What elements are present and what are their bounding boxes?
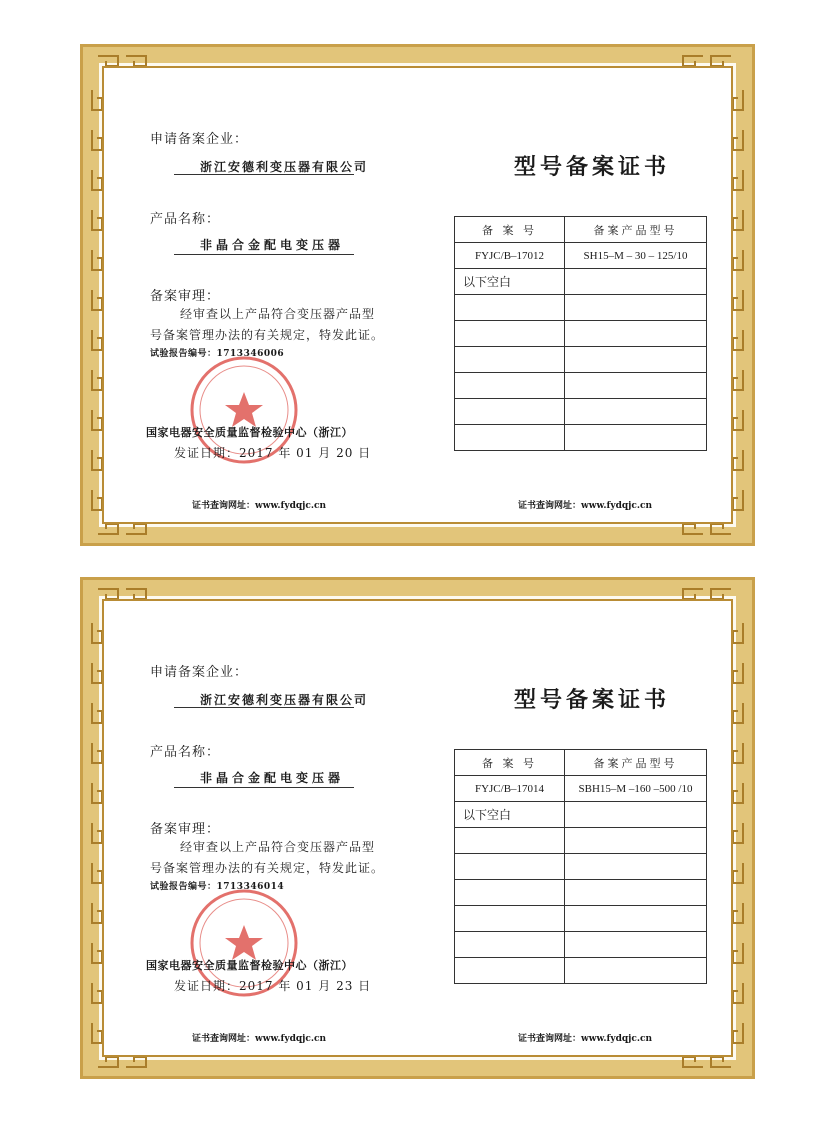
table-cell [565, 828, 707, 854]
table-cell: SBH15–M –160 –500 /10 [565, 776, 707, 802]
table-row [455, 295, 707, 321]
applicant-value: 浙江安德利变压器有限公司 [200, 160, 369, 174]
applicant-underline [174, 174, 354, 175]
certificate-1 [80, 44, 755, 546]
table-cell [565, 880, 707, 906]
review-label: 备案审理： [150, 822, 221, 837]
table-cell [565, 932, 707, 958]
query-site-right: 证书查询网址：www.fydqjc.cn [518, 501, 653, 511]
table-cell [565, 347, 707, 373]
table-row [455, 399, 707, 425]
table-row [455, 347, 707, 373]
certificate-content [104, 601, 731, 1055]
query-site-right: 证书查询网址：www.fydqjc.cn [518, 1034, 653, 1044]
table-cell [565, 802, 707, 828]
applicant-value: 浙江安德利变压器有限公司 [200, 693, 369, 707]
table-cell [455, 932, 565, 958]
product-label: 产品名称： [150, 745, 221, 760]
query-site-left: 证书查询网址：www.fydqjc.cn [192, 1034, 327, 1044]
table-row [455, 932, 707, 958]
issue-date: 发证日期：2017 年 01 月 23 日 [174, 979, 372, 993]
table-cell [565, 425, 707, 451]
table-cell [565, 295, 707, 321]
table-cell [455, 958, 565, 984]
table-row [455, 776, 707, 802]
report-label: 试验报告编号： [150, 882, 217, 892]
table-header-model: 备案产品型号 [565, 217, 707, 243]
table-row [455, 217, 707, 243]
report-value: 1713346014 [216, 882, 285, 892]
product-value: 非晶合金配电变压器 [200, 238, 345, 252]
issue-date: 发证日期：2017 年 01 月 20 日 [174, 446, 372, 460]
product-value: 非晶合金配电变压器 [200, 771, 345, 785]
table-cell [455, 906, 565, 932]
table-cell: SH15–M – 30 – 125/10 [565, 243, 707, 269]
table-row [455, 750, 707, 776]
table-cell [565, 399, 707, 425]
table-cell [455, 373, 565, 399]
table-cell [455, 399, 565, 425]
review-line-1: 经审查以上产品符合变压器产品型 [180, 307, 376, 321]
certificate-content [104, 68, 731, 522]
table-cell: FYJC/B–17012 [455, 243, 565, 269]
table-header-model: 备案产品型号 [565, 750, 707, 776]
table-row [455, 906, 707, 932]
table-cell: FYJC/B–17014 [455, 776, 565, 802]
certificate-title: 型号备案证书 [514, 687, 671, 713]
product-label: 产品名称： [150, 212, 221, 227]
table-header-filing-no: 备 案 号 [455, 750, 565, 776]
table-cell [455, 880, 565, 906]
table-cell: 以下空白 [455, 802, 565, 828]
table-row [455, 373, 707, 399]
table-cell: 以下空白 [455, 269, 565, 295]
table-row [455, 425, 707, 451]
table-row [455, 854, 707, 880]
table-row [455, 269, 707, 295]
table-row [455, 802, 707, 828]
table-row [455, 958, 707, 984]
table-row [455, 321, 707, 347]
report-value: 1713346006 [216, 349, 285, 359]
table-header-filing-no: 备 案 号 [455, 217, 565, 243]
table-cell [455, 321, 565, 347]
product-underline [174, 254, 354, 255]
table-cell [565, 373, 707, 399]
table-cell [455, 425, 565, 451]
applicant-underline [174, 707, 354, 708]
table-cell [565, 269, 707, 295]
certificate-2 [80, 577, 755, 1079]
report-label: 试验报告编号： [150, 349, 217, 359]
certificate-title: 型号备案证书 [514, 154, 671, 180]
table-row [455, 880, 707, 906]
table-row [455, 828, 707, 854]
table-cell [565, 854, 707, 880]
applicant-label: 申请备案企业： [150, 132, 249, 147]
applicant-label: 申请备案企业： [150, 665, 249, 680]
issuer-name: 国家电器安全质量监督检验中心（浙江） [146, 426, 353, 439]
table-cell [565, 958, 707, 984]
review-label: 备案审理： [150, 289, 221, 304]
table-cell [565, 321, 707, 347]
query-site-left: 证书查询网址：www.fydqjc.cn [192, 501, 327, 511]
table-cell [455, 347, 565, 373]
table-cell [455, 854, 565, 880]
table-cell [565, 906, 707, 932]
review-line-2: 号备案管理办法的有关规定，特发此证。 [150, 328, 385, 342]
table-cell [455, 295, 565, 321]
review-line-1: 经审查以上产品符合变压器产品型 [180, 840, 376, 854]
filing-table [454, 216, 707, 451]
review-line-2: 号备案管理办法的有关规定，特发此证。 [150, 861, 385, 875]
table-row [455, 243, 707, 269]
issuer-name: 国家电器安全质量监督检验中心（浙江） [146, 959, 353, 972]
filing-table [454, 749, 707, 984]
product-underline [174, 787, 354, 788]
table-cell [455, 828, 565, 854]
